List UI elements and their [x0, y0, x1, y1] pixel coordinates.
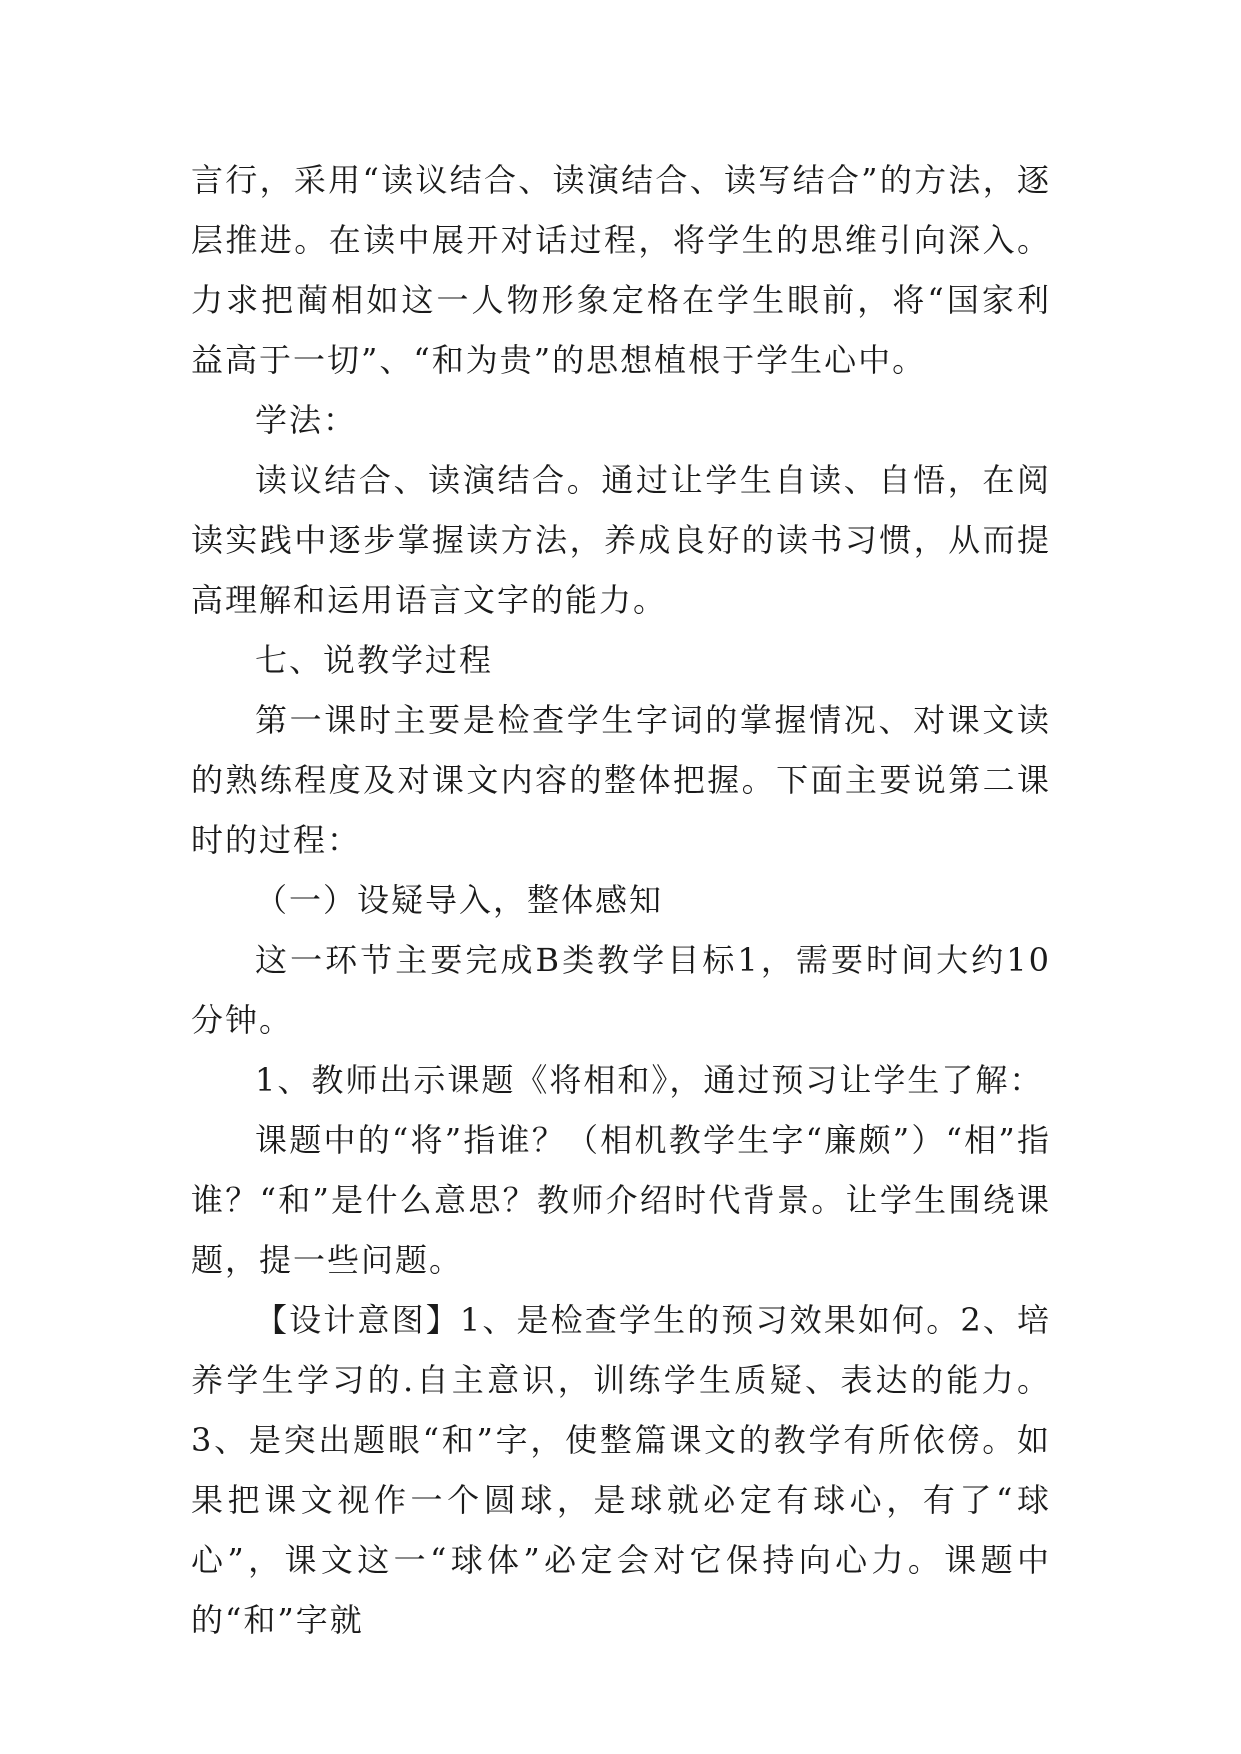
paragraph-target: 这一环节主要完成B类教学目标1，需要时间大约10分钟。 [191, 941, 1051, 1039]
paragraph-step-1: 1、教师出示课题《将相和》，通过预习让学生了解： [255, 1061, 1044, 1099]
subsection-heading: （一）设疑导入，整体感知 [255, 881, 664, 919]
paragraph-continuation: 言行，采用“读议结合、读演结合、读写结合”的方法，逐层推进。在读中展开对话过程，将学生的思维引向深入。力求把蔺相如这一人物形象定格在学生眼前，将“国家利益高于一切”、“和为贵”的思想植根于学生心中。 [191, 161, 1051, 379]
paragraph-questions: 课题中的“将”指谁？（相机教学生字“廉颇”）“相”指谁？“和”是什么意思？教师介绍时代背景。让学生围绕课题，提一些问题。 [191, 1121, 1051, 1279]
paragraph-study-method-heading: 学法： [255, 401, 358, 439]
document-body [191, 150, 1051, 1650]
paragraph-first-lesson: 第一课时主要是检查学生字词的掌握情况、对课文读的熟练程度及对课文内容的整体把握。下面主要说第二课时的过程： [191, 701, 1051, 859]
paragraph-design-intent: 【设计意图】1、是检查学生的预习效果如何。2、培养学生学习的.自主意识，训练学生质疑、表达的能力。3、是突出题眼“和”字，使整篇课文的教学有所依傍。如果把课文视作一个圆球，是球就必定有球心，有了“球心”，课文这一“球体”必定会对它保持向心力。课题中的“和”字就 [191, 1301, 1051, 1639]
paragraph-study-method: 读议结合、读演结合。通过让学生自读、自悟，在阅读实践中逐步掌握读方法，养成良好的读书习惯，从而提高理解和运用语言文字的能力。 [191, 461, 1051, 619]
section-heading-teaching-process: 七、说教学过程 [255, 641, 494, 679]
